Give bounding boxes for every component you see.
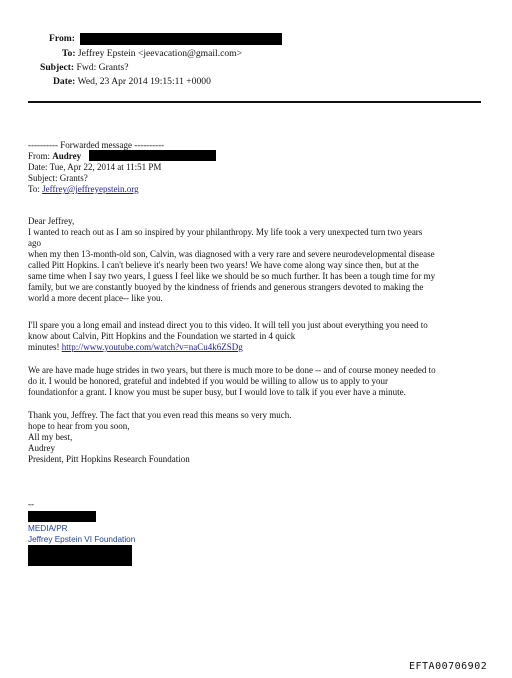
forwarded-from-label: From: — [28, 151, 51, 161]
paragraph-line: world a more decent place-- like you. — [28, 293, 163, 303]
closing-line: Thank you, Jeffrey. The fact that you even read this means so very much. — [28, 410, 292, 420]
paragraph-line-prefix: minutes! — [28, 342, 62, 352]
header-subject-label: Subject: — [40, 62, 75, 73]
forwarded-to-link[interactable]: Jeffrey@jeffreyepstein.org — [42, 184, 139, 194]
paragraph-line: I wanted to reach out as I am so inspired by your philanthropy. My life took a very unexpected turn two years — [28, 227, 423, 237]
paragraph-line: I'll spare you a long email and instead direct you to this video. It will tell you just about everything you need to — [28, 320, 428, 330]
header-to-value: Jeffrey Epstein <jeevacation@gmail.com> — [77, 48, 243, 59]
forwarded-to-label: To: — [28, 184, 40, 194]
paragraph-line: called Pitt Hopkins. I can't believe it's nearly been two years! We have come along way since then, but at the — [28, 260, 419, 270]
header-to-label: To: — [62, 48, 76, 59]
header-divider — [28, 101, 481, 103]
paragraph-line: We are have made huge strides in two years, but there is much more to be done -- and of course money needed to — [28, 365, 436, 375]
forwarded-to-row — [28, 184, 139, 195]
paragraph-line: same time when I say two years, I guess I feel like we should be so much further. It has been a tough time for my — [28, 271, 436, 281]
header-from-row — [49, 33, 75, 45]
closing-line: All my best, — [28, 432, 73, 442]
signature-dashes: -- — [28, 499, 34, 509]
redaction-box — [28, 511, 96, 522]
paragraph-1 — [28, 227, 488, 304]
paragraph-3 — [28, 365, 488, 398]
header-date-label: Date: — [53, 76, 76, 87]
forwarded-from-name: Audrey — [52, 151, 82, 161]
closing-line: hope to hear from you soon, — [28, 421, 130, 431]
video-link[interactable]: http://www.youtube.com/watch?v=naCu4k6ZSDg — [61, 342, 243, 352]
redaction-box — [28, 545, 132, 566]
signature-title: MEDIA/PR — [28, 524, 68, 533]
forwarded-date: Date: Tue, Apr 22, 2014 at 11:51 PM — [28, 162, 162, 172]
paragraph-line: when my then 13-month-old son, Calvin, was diagnosed with a very rare and severe neurodevelopmental disease — [28, 249, 435, 259]
header-subject-value: Fwd: Grants? — [76, 62, 129, 73]
forwarded-from-row — [28, 151, 81, 162]
paragraph-line: do it. I would be honored, grateful and indebted if you would be willing to allow us to apply to your — [28, 376, 388, 386]
paragraph-line: foundationfor a grant. I know you must be super busy, but I would love to talk if you ever have a minute. — [28, 387, 406, 397]
greeting: Dear Jeffrey, — [28, 216, 75, 226]
closing-line: Audrey — [28, 443, 55, 453]
paragraph-line: ago — [28, 238, 41, 248]
redaction-box — [80, 33, 282, 45]
paragraph-line — [28, 342, 488, 353]
closing — [28, 410, 488, 465]
header-from-label: From: — [49, 33, 75, 44]
header-subject-row — [40, 62, 128, 74]
redaction-box — [89, 150, 216, 161]
paragraph-line: family, but we are constantly buoyed by the kindness of friends and generous strangers devoted to making the — [28, 282, 424, 292]
header-date-value: Wed, 23 Apr 2014 19:15:11 +0000 — [77, 76, 211, 87]
paragraph-2 — [28, 320, 488, 353]
document-id: EFTA00706902 — [409, 661, 488, 672]
paragraph-line: know about Calvin, Pitt Hopkins and the Foundation we started in 4 quick — [28, 331, 296, 341]
forwarded-separator: ---------- Forwarded message ---------- — [28, 140, 165, 150]
header-to-row — [62, 48, 242, 60]
signature-organization: Jeffrey Epstein VI Foundation — [28, 535, 136, 544]
header-date-row — [53, 76, 211, 88]
forwarded-subject: Subject: Grants? — [28, 173, 88, 183]
closing-line: President, Pitt Hopkins Research Foundation — [28, 454, 190, 464]
